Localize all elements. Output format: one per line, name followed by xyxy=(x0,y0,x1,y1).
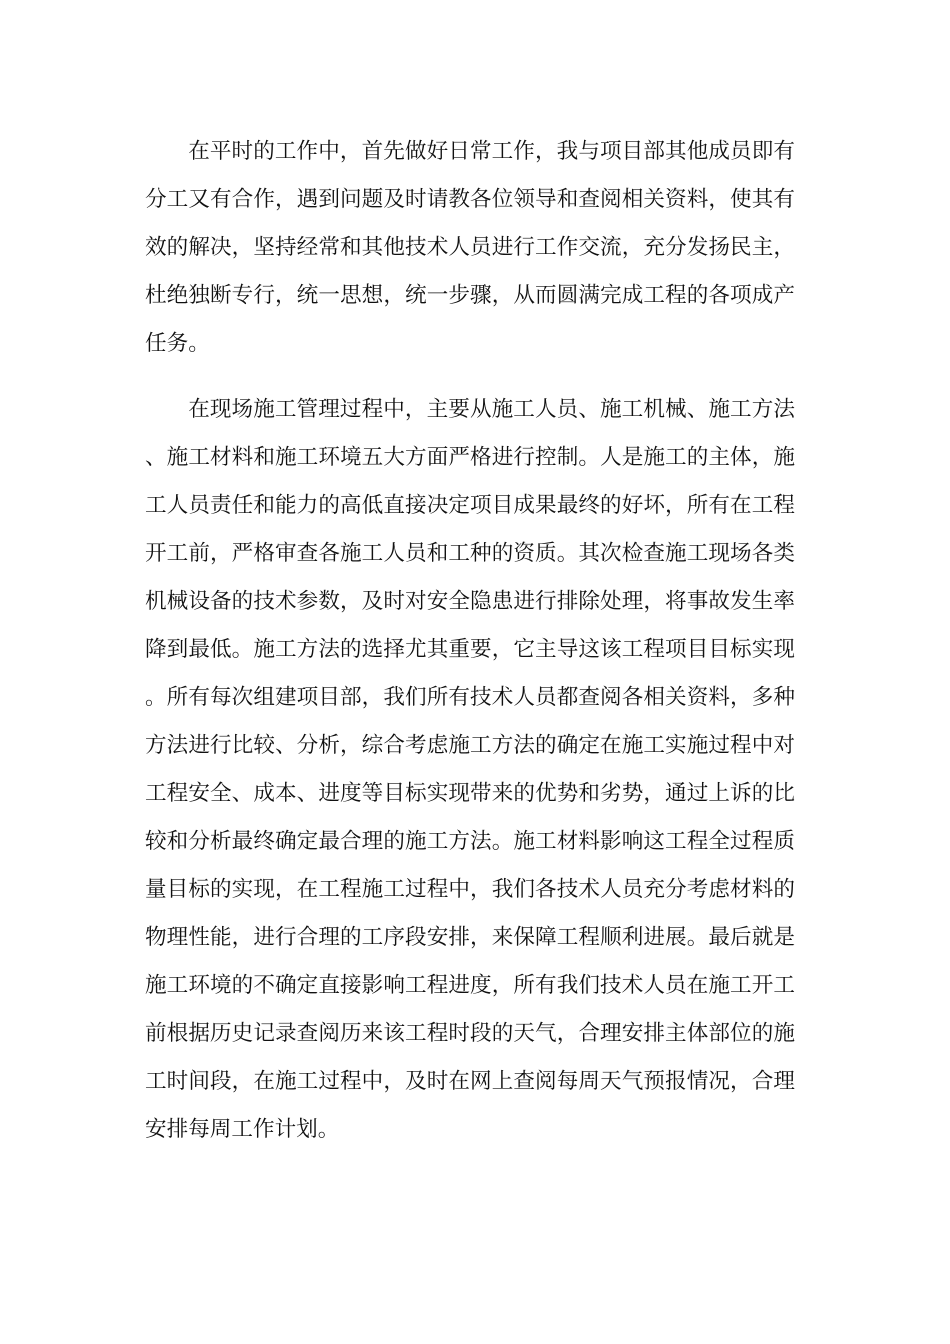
paragraph-daily-work: 在平时的工作中，首先做好日常工作，我与项目部其他成员即有分工又有合作，遇到问题及时请教各位领导和查阅相关资料，使其有效的解决，坚持经常和其他技术人员进行工作交流，充分发扬民主，杜绝独断专行，统一思想，统一步骤，从而圆满完成工程的各项成产任务。 xyxy=(145,139,795,356)
paragraph-site-management: 在现场施工管理过程中，主要从施工人员、施工机械、施工方法、施工材料和施工环境五大方面严格进行控制。人是施工的主体，施工人员责任和能力的高低直接决定项目成果最终的好坏，所有在工程开工前，严格审查各施工人员和工种的资质。其次检查施工现场各类机械设备的技术参数，及时对安全隐患进行排除处理，将事故发生率降到最低。施工方法的选择尤其重要，它主导这该工程项目目标实现。所有每次组建项目部，我们所有技术人员都查阅各相关资料，多种方法进行比较、分析，综合考虑施工方法的确定在施工实施过程中对工程安全、成本、进度等目标实现带来的优势和劣势，通过上诉的比较和分析最终确定最合理的施工方法。施工材料影响这工程全过程质量目标的实现，在工程施工过程中，我们各技术人员充分考虑材料的物理性能，进行合理的工序段安排，来保障工程顺利进展。最后就是施工环境的不确定直接影响工程进度，所有我们技术人员在施工开工前根据历史记录查阅历来该工程时段的天气，合理安排主体部位的施工时间段，在施工过程中，及时在网上查阅每周天气预报情况，合理安排每周工作计划。 xyxy=(145,397,795,1142)
